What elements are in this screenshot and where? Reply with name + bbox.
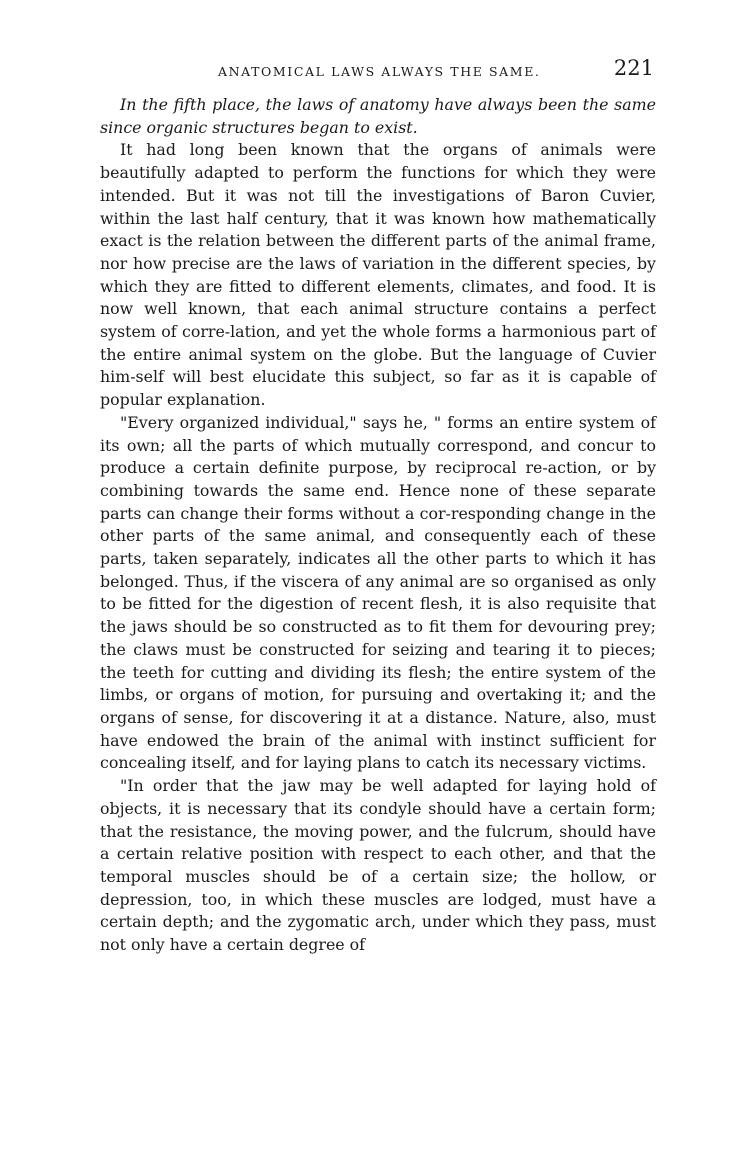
running-title: ANATOMICAL LAWS ALWAYS THE SAME. (218, 64, 541, 79)
paragraph: "In order that the jaw may be well adapted for laying hold of objects, it is necessary that its condyle should have a certain form; that the resistance, the moving power, and the fulcrum, should have a certain relative position with respect to each other, and that the temporal muscles should be of a certain size; the hollow, or depression, too, in which these muscles are lodged, must have a certain depth; and the zygomatic arch, under which they pass, must not only have a certain degree of (100, 776, 656, 955)
page-number: 221 (613, 56, 654, 80)
paragraph-italic-lead: In the fifth place, the laws of anatomy have always been the same since organic structures began to exist. (100, 95, 656, 137)
paragraph: It had long been known that the organs of animals were beautifully adapted to perform the functions for which they were intended. But it was not till the investigations of Baron Cuvier, within the last half century, that it was known how mathematically exact is the relation between the different parts of the animal frame, nor how precise are the laws of variation in the different species, by which they are fitted to different elements, climates, and food. It is now well known, that each animal structure contains a perfect system of corre-lation, and yet the whole forms a harmonious part of the entire animal system on the globe. But the language of Cuvier him-self will best elucidate this subject, so far as it is capable of popular explanation. (100, 140, 656, 410)
body-text (100, 94, 656, 957)
book-page (100, 56, 656, 957)
running-head (100, 56, 656, 92)
paragraph: "Every organized individual," says he, " forms an entire system of its own; all the parts of which mutually correspond, and concur to produce a certain definite purpose, by reciprocal re-action, or by combining towards the same end. Hence none of these separate parts can change their forms without a cor-responding change in the other parts of the same animal, and consequently each of these parts, taken separately, indicates all the other parts to which it has belonged. Thus, if the viscera of any animal are so organised as only to be fitted for the digestion of recent flesh, it is also requisite that the jaws should be so constructed as to fit them for devouring prey; the claws must be constructed for seizing and tearing it to pieces; the teeth for cutting and dividing its flesh; the entire system of the limbs, or organs of motion, for pursuing and overtaking it; and the organs of sense, for discovering it at a distance. Nature, also, must have endowed the brain of the animal with instinct sufficient for concealing itself, and for laying plans to catch its necessary victims. (100, 412, 656, 773)
